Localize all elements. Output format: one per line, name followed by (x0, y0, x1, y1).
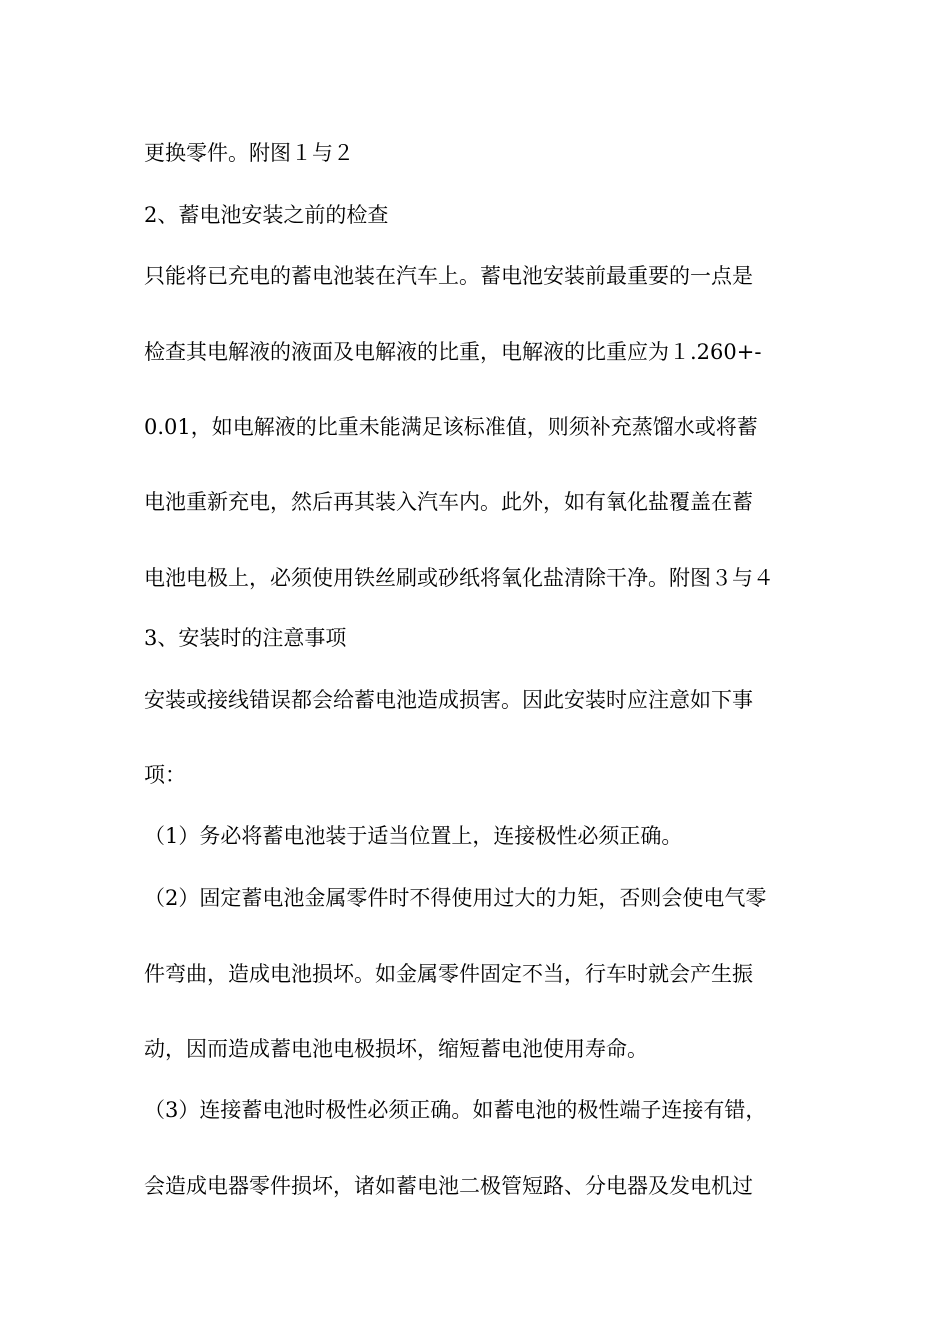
list-item: （2）固定蓄电池金属零件时不得使用过大的力矩，否则会使电气零 (144, 886, 767, 910)
text-line: 项： (144, 763, 186, 787)
list-item: （3）连接蓄电池时极性必须正确。如蓄电池的极性端子连接有错， (144, 1098, 767, 1122)
section-heading: 3、安装时的注意事项 (144, 626, 347, 650)
list-item: （1）务必将蓄电池装于适当位置上，连接极性必须正确。 (144, 824, 683, 848)
text-line: 会造成电器零件损坏，诸如蓄电池二极管短路、分电器及发电机过 (144, 1174, 753, 1198)
text-line: 件弯曲，造成电池损坏。如金属零件固定不当，行车时就会产生振 (144, 962, 753, 986)
section-heading: 2、蓄电池安装之前的检查 (144, 203, 389, 227)
text-line: 动，因而造成蓄电池电极损坏，缩短蓄电池使用寿命。 (144, 1037, 648, 1061)
text-line: 安装或接线错误都会给蓄电池造成损害。因此安装时应注意如下事 (144, 688, 753, 712)
text-line: 0.01，如电解液的比重未能满足该标准值，则须补充蒸馏水或将蓄 (144, 415, 758, 439)
text-line: 电池电极上，必须使用铁丝刷或砂纸将氧化盐清除干净。附图３与４ (144, 566, 774, 590)
text-line: 更换零件。附图１与２ (144, 141, 354, 165)
text-line: 检查其电解液的液面及电解液的比重，电解液的比重应为１.260+- (144, 340, 762, 364)
text-line: 电池重新充电，然后再其装入汽车内。此外，如有氧化盐覆盖在蓄 (144, 490, 753, 514)
text-line: 只能将已充电的蓄电池装在汽车上。蓄电池安装前最重要的一点是 (144, 264, 753, 288)
